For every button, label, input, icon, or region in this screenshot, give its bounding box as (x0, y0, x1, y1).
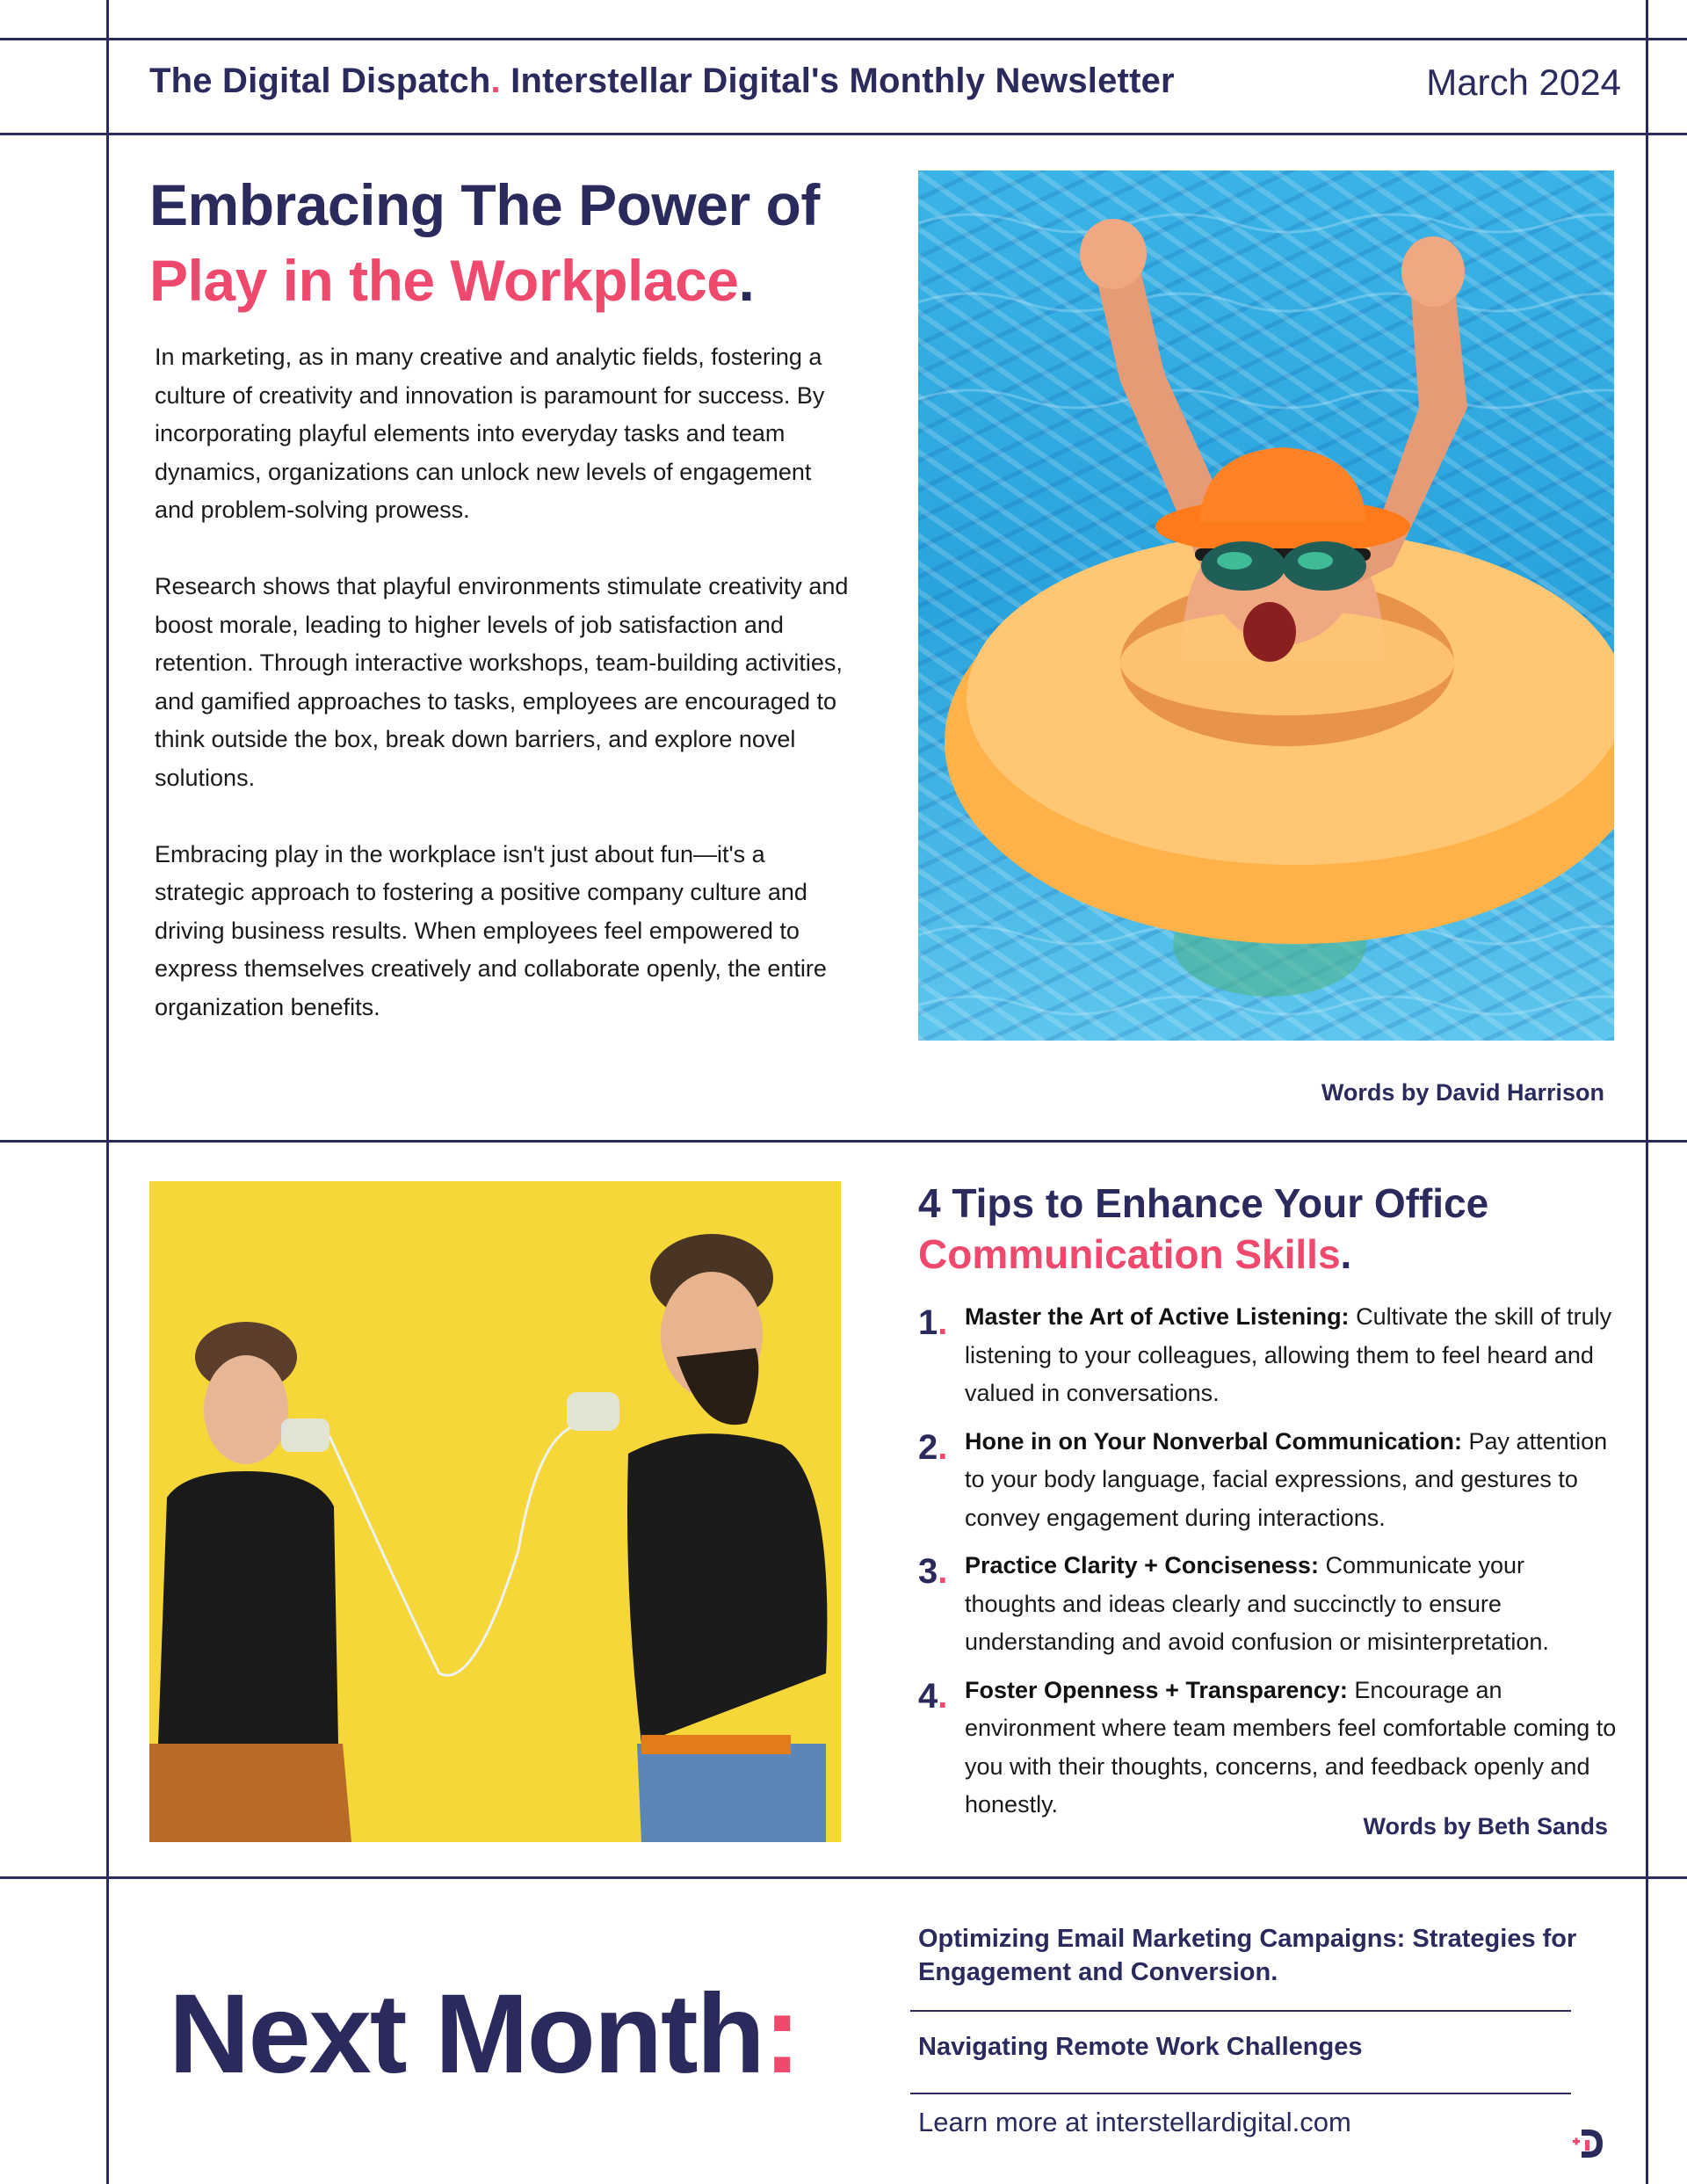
tin-can-phone-photo (149, 1181, 841, 1842)
tip-number: 1. (918, 1303, 948, 1342)
interstellar-digital-logo-icon (1569, 2124, 1608, 2163)
article1-headline-line1: Embracing The Power of (149, 172, 820, 237)
article2-headline-line1: 4 Tips to Enhance Your Office (918, 1180, 1489, 1226)
tin-can-phone-illustration (149, 1181, 841, 1842)
tip-text: Encourage an environment where team members feel comfortable coming to you with their thoughts, concerns, and feedback openly and honestly. (965, 1676, 1617, 1818)
article1-paragraph: In marketing, as in many creative and analytic fields, fostering a culture of creativity and innovation is paramount for success. By incorporating playful elements into everyday tasks and team dynamics, organizations can unlock new levels of engagement and problem-solving prowess. (155, 344, 825, 523)
tip-text: Communicate your thoughts and ideas clearly and succinctly to ensure understanding and avoid confusion or misinterpretation. (965, 1552, 1549, 1655)
upcoming-divider (910, 2093, 1571, 2094)
tip-number-digit: 1 (918, 1303, 938, 1342)
article2-headline (918, 1178, 1488, 1280)
next-month-colon: : (763, 1971, 800, 2097)
article1-paragraph: Research shows that playful environments stimulate creativity and boost morale, leading to higher levels of job satisfaction and retention. Through interactive workshops, team-building activities, and gamified approaches to tasks, employees are encouraged to think outside the box, break down barriers, and explore novel solutions. (155, 573, 849, 791)
next-month-label: Next Month (169, 1971, 764, 2097)
left-border-line (106, 0, 109, 2184)
tip-number: 3. (918, 1552, 948, 1591)
tip-number: 2. (918, 1427, 948, 1467)
tip-title: Practice Clarity + Conciseness: (965, 1552, 1319, 1578)
tip-item (918, 1423, 1621, 1538)
tip-text: Pay attention to your body language, facial expressions, and gestures to convey engagement during interactions. (965, 1427, 1608, 1531)
tip-number: 4. (918, 1676, 948, 1716)
article1-credit: Words by David Harrison (1321, 1079, 1604, 1106)
section-divider-2 (0, 1876, 1687, 1879)
tip-title: Hone in on Your Nonverbal Communication: (965, 1427, 1463, 1455)
tip-item (918, 1298, 1621, 1413)
article2-headline-line2: Communication Skills (918, 1231, 1341, 1277)
header-top-rule (0, 38, 1687, 40)
tip-title: Foster Openness + Transparency: (965, 1676, 1348, 1703)
tip-number-digit: 2 (918, 1427, 938, 1467)
tips-list (918, 1298, 1621, 1825)
article1-headline-period: . (738, 248, 755, 313)
tip-number-digit: 3 (918, 1552, 938, 1591)
tip-number-digit: 4 (918, 1676, 938, 1716)
learn-more-link[interactable]: Learn more at interstellardigital.com (918, 2107, 1351, 2137)
newsletter-name-period: . (490, 62, 501, 100)
issue-date: March 2024 (1426, 62, 1621, 103)
section-divider-1 (0, 1140, 1687, 1143)
upcoming-divider (910, 2010, 1571, 2012)
upcoming-topic: Navigating Remote Work Challenges (918, 2033, 1363, 2061)
tip-item (918, 1547, 1621, 1662)
header-bottom-rule (0, 133, 1687, 135)
tip-title: Master the Art of Active Listening: (965, 1303, 1350, 1330)
newsletter-subtitle: Interstellar Digital's Monthly Newsletter (500, 62, 1175, 100)
upcoming-topic: Optimizing Email Marketing Campaigns: Strategies for Engagement and Conversion. (918, 1925, 1577, 1986)
pool-float-photo (918, 171, 1614, 1041)
article1-headline-line2: Play in the Workplace (149, 248, 739, 313)
tip-text: Cultivate the skill of truly listening to your colleagues, allowing them to feel heard and valued in conversations. (965, 1303, 1612, 1406)
article1-paragraph: Embracing play in the workplace isn't just about fun—it's a strategic approach to fostering a positive company culture and driving business results. When employees feel empowered to express themselves creatively and collaborate openly, the entire organization benefits. (155, 840, 827, 1020)
article1-headline (149, 167, 820, 318)
next-month-heading (169, 1969, 799, 2101)
newsletter-name: The Digital Dispatch (149, 62, 491, 100)
tip-item (918, 1672, 1621, 1825)
pool-float-illustration (918, 171, 1614, 1041)
right-border-line (1646, 0, 1648, 2184)
article2-headline-period: . (1340, 1231, 1352, 1277)
article1-body (155, 338, 849, 1065)
article2-credit: Words by Beth Sands (1363, 1813, 1608, 1839)
newsletter-title (149, 62, 1175, 101)
